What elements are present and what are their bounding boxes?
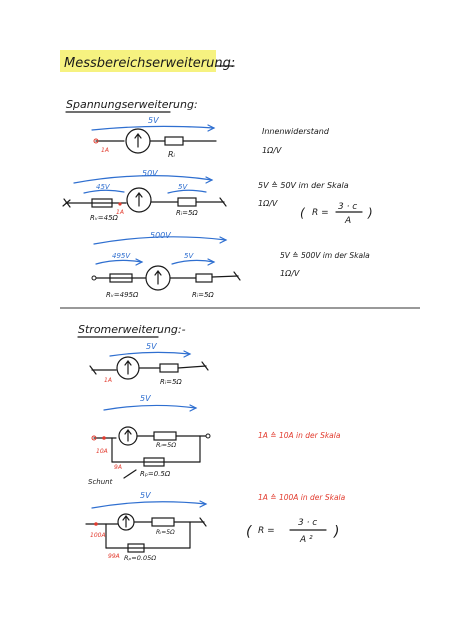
c2-right-voltage: 5V [178, 183, 188, 191]
c1-voltage: 5V [148, 116, 159, 125]
current-heading: Stromerweiterung:- [78, 323, 186, 336]
note-scale-10a: 1A ≙ 10A in der Skala [258, 431, 341, 440]
note-scale-50v: 5V ≙ 50V im der Skala [258, 181, 349, 190]
c6-shunt-current: 99A [108, 553, 120, 560]
c1-resistor-label: Rᵢ [168, 150, 175, 159]
c5-rp-label: Rₚ=0.5Ω [140, 470, 171, 478]
c5-shunt-current: 9A [114, 464, 122, 471]
c3-total-voltage: 500V [150, 231, 171, 240]
svg-text:(: ( [300, 206, 305, 220]
c2-left-voltage: 45V [96, 183, 110, 191]
c6-ri-label: Rᵢ=5Ω [156, 529, 175, 536]
formula-1-lhs: R = [312, 208, 329, 218]
voltage-heading: Spannungserweiterung: [66, 98, 198, 111]
c4-current: 1A [104, 377, 112, 384]
formula-2-numerator: 3 · c [298, 518, 318, 528]
c3-ri-label: Rᵢ=5Ω [192, 291, 214, 299]
c1-current: 1A [101, 147, 109, 154]
c6-voltage: 5V [140, 491, 151, 500]
c4-ri-label: Rᵢ=5Ω [160, 378, 182, 386]
c3-right-voltage: 5V [184, 252, 194, 260]
formula-1-denominator: A [345, 216, 352, 226]
c3-rv-label: Rᵥ=495Ω [106, 291, 139, 299]
c2-ri-label: Rᵢ=5Ω [176, 209, 198, 217]
note-ohm-per-volt-2: 1Ω/V [258, 199, 278, 208]
note-ohm-per-volt-1: 1Ω/V [262, 146, 282, 155]
c5-ri-label: Rᵢ=5Ω [156, 441, 177, 449]
c2-current: 1A [116, 209, 124, 216]
c3-left-voltage: 495V [112, 252, 131, 260]
page-title: Messbereichserweiterung: [64, 56, 236, 71]
formula-1-numerator: 3 · c [338, 202, 358, 212]
c5-voltage: 5V [140, 394, 151, 403]
note-innenwiderstand: Innenwiderstand [262, 127, 329, 136]
c4-voltage: 5V [146, 342, 157, 351]
svg-text:): ) [334, 524, 340, 540]
note-scale-100a: 1A ≙ 100A in der Skala [258, 493, 346, 502]
c6-rp-label: Rₚ=0.05Ω [124, 554, 157, 562]
c2-rv-label: Rᵥ=45Ω [90, 214, 118, 222]
c5-main-current: 10A [96, 448, 108, 455]
c2-total-voltage: 50V [142, 169, 158, 178]
note-scale-500v: 5V ≙ 500V im der Skala [280, 251, 370, 260]
note-ohm-per-volt-3: 1Ω/V [280, 269, 300, 278]
formula-2-denominator: A ² [300, 535, 313, 545]
c5-shunt-label: Schunt [88, 478, 113, 486]
svg-text:): ) [368, 206, 373, 220]
formula-2-lhs: R = [258, 526, 275, 536]
svg-text:(: ( [246, 524, 252, 540]
c6-main-current: 100A [90, 532, 106, 539]
